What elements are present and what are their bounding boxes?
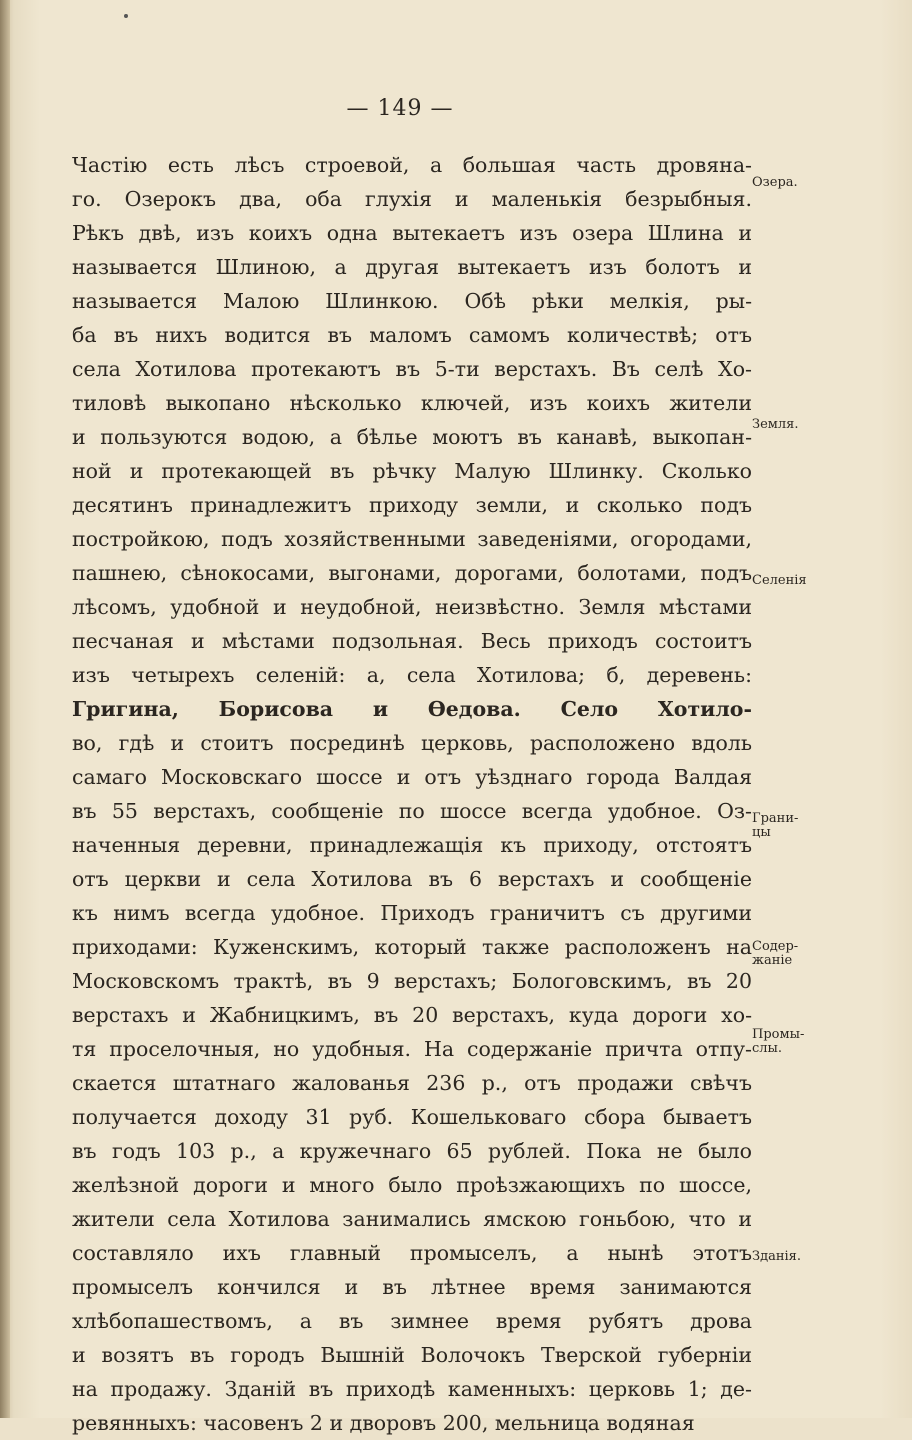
text-line: жители села Хотилова занимались ямскою гоньбою, что и xyxy=(72,1207,752,1231)
text-line: называется Шлиною, а другая вытекаетъ изъ болотъ и xyxy=(72,255,752,279)
text-line: пашнею, сѣнокосами, выгонами, дорогами, болотами, подъ xyxy=(72,561,752,585)
text-line: песчаная и мѣстами подзольная. Весь приходъ состоитъ xyxy=(72,629,752,653)
text-line: верстахъ и Жабницкимъ, въ 20 верстахъ, куда дороги хо- xyxy=(72,1003,752,1027)
text-line: получается доходу 31 руб. Кошельковаго сбора бываетъ xyxy=(72,1105,752,1129)
text-line: приходами: Куженскимъ, который также расположенъ на xyxy=(72,935,752,959)
text-line: составляло ихъ главный промыселъ, а нынѣ этотъ xyxy=(72,1241,752,1265)
text-line: ба въ нихъ водится въ маломъ самомъ количествѣ; отъ xyxy=(72,323,752,347)
margin-note: Озера. xyxy=(752,175,798,190)
text-line: изъ четырехъ селеній: а, села Хотилова; б, деревень: xyxy=(72,663,752,687)
text-line: наченныя деревни, принадлежащія къ приходу, отстоятъ xyxy=(72,833,752,857)
text-line: отъ церкви и села Хотилова въ 6 верстахъ и сообщеніе xyxy=(72,867,752,891)
text-line: го. Озерокъ два, оба глухія и маленькія безрыбныя. xyxy=(72,187,752,211)
margin-note: Земля. xyxy=(752,417,799,432)
text-line: хлѣбопашествомъ, а въ зимнее время рубятъ дрова xyxy=(72,1309,752,1333)
text-line: называется Малою Шлинкою. Обѣ рѣки мелкія, ры- xyxy=(72,289,752,313)
text-line: и возятъ въ городъ Вышній Волочокъ Тверской губерніи xyxy=(72,1343,752,1367)
text-line: и пользуются водою, а бѣлье моютъ въ канавѣ, выкопан- xyxy=(72,425,752,449)
margin-note: Грани- цы xyxy=(752,811,799,840)
margin-note: Содер- жаніе xyxy=(752,939,799,968)
text-line: десятинъ принадлежитъ приходу земли, и сколько подъ xyxy=(72,493,752,517)
page-number: — 149 — xyxy=(346,96,454,121)
text-line: самаго Московскаго шоссе и отъ уѣзднаго города Валдая xyxy=(72,765,752,789)
text-line: скается штатнаго жалованья 236 р., отъ продажи свѣчъ xyxy=(72,1071,752,1095)
text-line: Московскомъ трактѣ, въ 9 верстахъ; Бологовскимъ, въ 20 xyxy=(72,969,752,993)
text-line: въ годъ 103 р., а кружечнаго 65 рублей. Пока не было xyxy=(72,1139,752,1163)
text-line: тя проселочныя, но удобныя. На содержаніе причта отпу- xyxy=(72,1037,752,1061)
margin-note: Селенія xyxy=(752,573,807,588)
text-line: на продажу. Зданій въ приходѣ каменныхъ: церковь 1; де- xyxy=(72,1377,752,1401)
text-line: Рѣкъ двѣ, изъ коихъ одна вытекаетъ изъ озера Шлина и xyxy=(72,221,752,245)
text-line: ревянныхъ: часовенъ 2 и дворовъ 200, мельница водяная xyxy=(72,1411,695,1435)
ink-speck xyxy=(124,14,128,18)
text-line: Григина, Борисова и Ѳедова. Село Хотило- xyxy=(72,697,752,721)
text-line: во, гдѣ и стоитъ посрединѣ церковь, расположено вдоль xyxy=(72,731,752,755)
text-line: промыселъ кончился и въ лѣтнее время занимаются xyxy=(72,1275,752,1299)
text-line: въ 55 верстахъ, сообщеніе по шоссе всегда удобное. Оз- xyxy=(72,799,752,823)
text-line: къ нимъ всегда удобное. Приходъ граничитъ съ другими xyxy=(72,901,752,925)
text-line: тиловѣ выкопано нѣсколько ключей, изъ коихъ жители xyxy=(72,391,752,415)
text-line: села Хотилова протекаютъ въ 5-ти верстахъ. Въ селѣ Хо- xyxy=(72,357,752,381)
text-line: лѣсомъ, удобной и неудобной, неизвѣстно. Земля мѣстами xyxy=(72,595,752,619)
margin-note: Зданія. xyxy=(752,1249,802,1264)
text-line: желѣзной дороги и много было проѣзжающихъ по шоссе, xyxy=(72,1173,752,1197)
text-line: Частію есть лѣсъ строевой, а большая часть дровяна- xyxy=(72,153,752,177)
page-binding-edge xyxy=(0,0,10,1418)
text-line: постройкою, подъ хозяйственными заведеніями, огородами, xyxy=(72,527,752,551)
margin-note: Промы- слы. xyxy=(752,1027,805,1056)
text-line: ной и протекающей въ рѣчку Малую Шлинку. Сколько xyxy=(72,459,752,483)
